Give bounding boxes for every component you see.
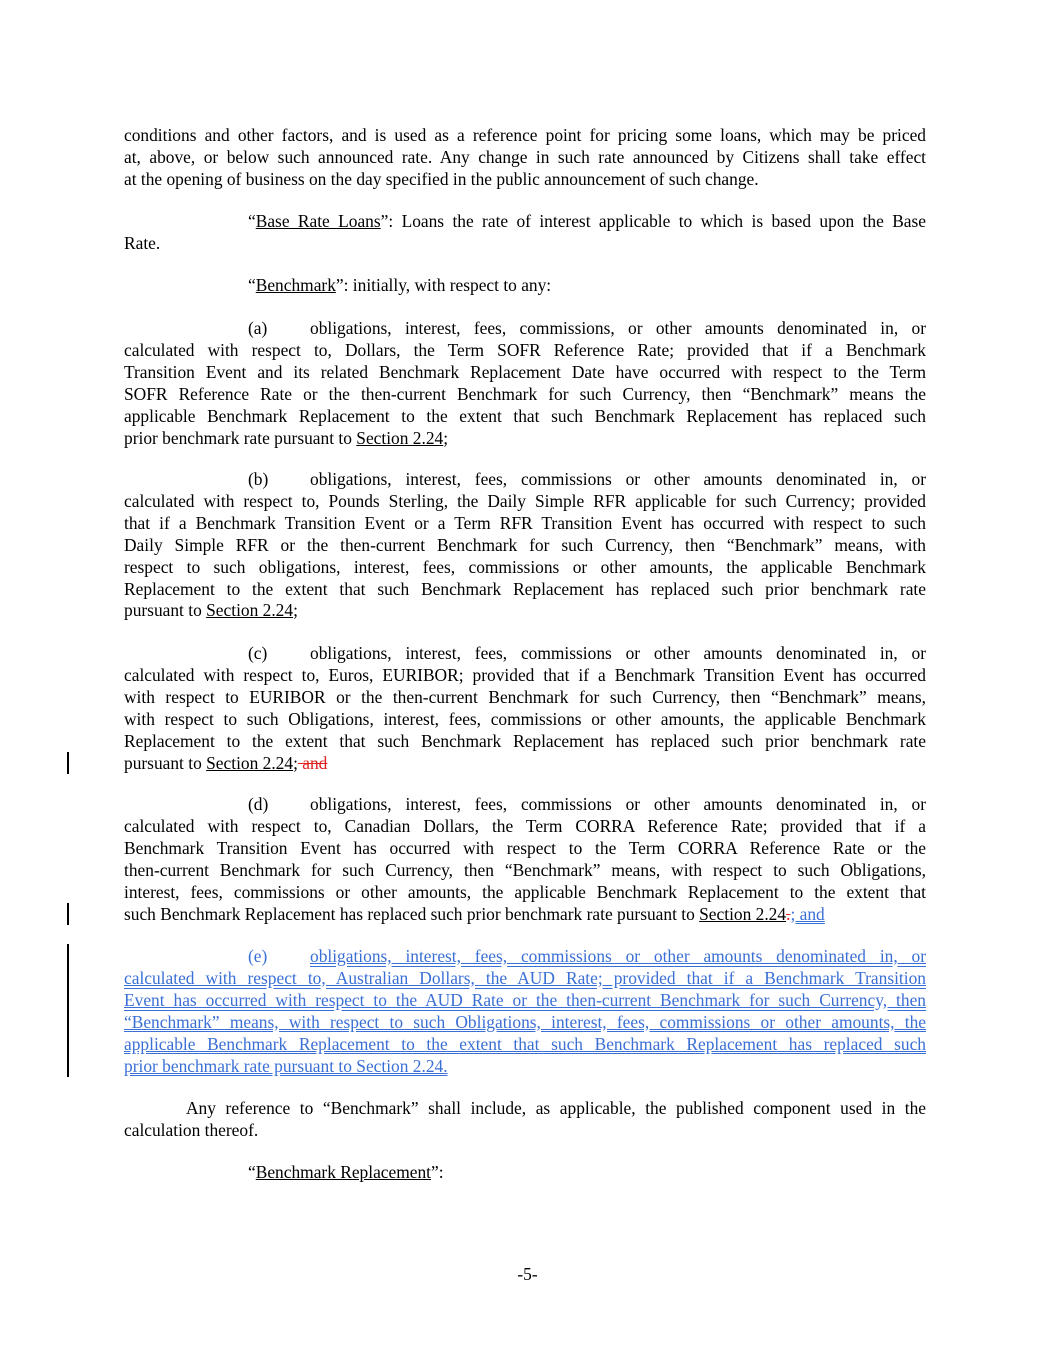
clause-label: (c) bbox=[248, 643, 268, 663]
text-line: applicable Benchmark Replacement to the extent that such Benchmark Replacement has replaced such bbox=[124, 1033, 926, 1054]
text-line: at the opening of business on the day specified in the public announcement of such change. bbox=[124, 168, 759, 189]
section-reference: Section 2.24 bbox=[206, 752, 294, 773]
page-number: -5- bbox=[517, 1264, 538, 1284]
text-line: calculation thereof. bbox=[124, 1119, 259, 1140]
clause-label: (b) bbox=[248, 469, 269, 489]
text-line: Replacement to the extent that such Benchmark Replacement has replaced such prior benchmark rate bbox=[124, 578, 926, 599]
defined-term: Benchmark bbox=[255, 275, 336, 295]
text-line: calculated with respect to, Pounds Sterling, the Daily Simple RFR applicable for such Currency; provided bbox=[124, 490, 926, 511]
text-line: Transition Event and its related Benchmark Replacement Date have occurred with respect to the Term bbox=[124, 361, 926, 382]
section-reference: Section 2.24 bbox=[356, 427, 444, 448]
clause-label: (e) bbox=[248, 946, 268, 966]
text-line: then-current Benchmark for such Currency, then “Benchmark” means, with respect to such Obligations, bbox=[124, 859, 926, 880]
clause-e-inserted: (e) obligations, interest, fees, commissions or other amounts denominated in, or calculated with respect to, Australian Dollars, the AUD Rate; provided that if a Benchmark Transition Event has occurred with respect to the AUD Rate or the then-current Benchmark for such Currency, then “Benchmark” means, with respect to such Obligations, interest, fees, commissions or other amounts, the applicable Benchmark Replacement to the extent that such Benchmark Replacement has replaced such prior benchmark rate pursuant to Section 2.24. bbox=[124, 946, 926, 1076]
clause-d: (d) obligations, interest, fees, commissions or other amounts denominated in, or calculated with respect to, Canadian Dollars, the Term CORRA Reference Rate; provided that if a Benchmark Transition Event has occurred with respect to the Term CORRA Reference Rate or the then-current Benchmark for such Currency, then “Benchmark” means, with respect to such Obligations, interest, fees, commissions or other amounts, the applicable Benchmark Replacement to the extent that such Benchmark Replacement has replaced such prior benchmark rate pursuant to Section 2.24.; and bbox=[124, 794, 926, 924]
change-bar bbox=[67, 752, 69, 774]
definition-benchmark-replacement: “Benchmark Replacement”: bbox=[248, 1162, 444, 1182]
clause-b: (b) obligations, interest, fees, commissions or other amounts denominated in, or calculated with respect to, Pounds Sterling, the Daily Simple RFR applicable for such Currency; provided that if a Benchmark Transition Event or a Term RFR Transition Event has occurred with respect to such Daily Simple RFR or the then-current Benchmark for such Currency, then “Benchmark” means, with respect to such obligations, interest, fees, commissions or other amounts, the applicable Benchmark Replacement to the extent that such Benchmark Replacement has replaced such prior benchmark rate pursuant to Section 2.24; bbox=[124, 469, 926, 621]
text-line: with respect to EURIBOR or the then-current Benchmark for such Currency, then “Benchmark” means, bbox=[124, 686, 926, 707]
section-reference: Section 2.24 bbox=[699, 903, 787, 924]
definition-benchmark: “Benchmark”: initially, with respect to any: bbox=[248, 275, 552, 295]
text-line: SOFR Reference Rate or the then-current Benchmark for such Currency, then “Benchmark” means the bbox=[124, 383, 926, 404]
text-line: respect to such obligations, interest, fees, commissions or other amounts, the applicable Benchmark bbox=[124, 556, 926, 577]
text-line: conditions and other factors, and is used as a reference point for pricing some loans, which may be priced bbox=[124, 125, 926, 145]
section-reference: Section 2.24 bbox=[206, 600, 294, 621]
text-line: with respect to such Obligations, interest, fees, commissions or other amounts, the applicable Benchmark bbox=[124, 708, 926, 729]
text-line: at, above, or below such announced rate. Any change in such rate announced by Citizens shall take effect bbox=[124, 146, 926, 167]
any-reference-paragraph: Any reference to “Benchmark” shall include, as applicable, the published component used in the calculation thereof. bbox=[124, 1098, 926, 1140]
definition-base-rate-loans: “Base Rate Loans”: Loans the rate of interest applicable to which is based upon the Base Rate. bbox=[124, 211, 927, 253]
text-line: prior benchmark rate pursuant to Section 2.24. bbox=[124, 1055, 448, 1076]
clause-label: (d) bbox=[248, 794, 269, 814]
text-line: calculated with respect to, Canadian Dollars, the Term CORRA Reference Rate; provided that if a bbox=[124, 815, 926, 836]
text-line: applicable Benchmark Replacement to the extent that such Benchmark Replacement has replaced such bbox=[124, 405, 926, 426]
text-line: calculated with respect to, Australian Dollars, the AUD Rate; provided that if a Benchmark Transition bbox=[124, 967, 926, 988]
clause-a: (a) obligations, interest, fees, commissions, or other amounts denominated in, or calculated with respect to, Dollars, the Term SOFR Reference Rate; provided that if a Benchmark Transition Event and its related Benchmark Replacement Date have occurred with respect to the Term SOFR Reference Rate or the then-current Benchmark for such Currency, then “Benchmark” means the applicable Benchmark Replacement to the extent that such Benchmark Replacement has replaced such prior benchmark rate pursuant to Section 2.24; bbox=[124, 318, 926, 448]
clause-label: (a) bbox=[248, 318, 268, 338]
defined-term: Base Rate Loans bbox=[255, 211, 381, 231]
text-line: Benchmark Transition Event has occurred with respect to the Term CORRA Reference Rate or the bbox=[124, 837, 926, 858]
text-line: Daily Simple RFR or the then-current Benchmark for such Currency, then “Benchmark” means, with bbox=[124, 534, 926, 555]
deleted-text: and bbox=[297, 752, 328, 773]
text-line: calculated with respect to, Euros, EURIBOR; provided that if a Benchmark Transition Event has occurred bbox=[124, 664, 926, 685]
text-line: Rate. bbox=[124, 232, 161, 253]
defined-term: Benchmark Replacement bbox=[255, 1162, 432, 1182]
text-line: Event has occurred with respect to the AUD Rate or the then-current Benchmark for such Currency, then bbox=[124, 989, 926, 1010]
text-line: Replacement to the extent that such Benchmark Replacement has replaced such prior benchmark rate bbox=[124, 730, 926, 751]
inserted-text: ; and bbox=[790, 903, 825, 924]
intro-paragraph bbox=[124, 125, 926, 191]
text-line: calculated with respect to, Dollars, the Term SOFR Reference Rate; provided that if a Benchmark bbox=[124, 339, 926, 360]
text-line: interest, fees, commissions or other amounts, the applicable Benchmark Replacement to the extent that bbox=[124, 881, 926, 902]
deleted-text: . bbox=[786, 903, 791, 924]
change-bar bbox=[67, 903, 69, 925]
clause-c: (c) obligations, interest, fees, commissions or other amounts denominated in, or calculated with respect to, Euros, EURIBOR; provided that if a Benchmark Transition Event has occurred with respect to EURIBOR or the then-current Benchmark for such Currency, then “Benchmark” means, with respect to such Obligations, interest, fees, commissions or other amounts, the applicable Benchmark Replacement to the extent that such Benchmark Replacement has replaced such prior benchmark rate pursuant to Section 2.24; and bbox=[124, 643, 926, 773]
change-bar bbox=[67, 944, 69, 1077]
text-line: “Benchmark” means, with respect to such Obligations, interest, fees, commissions or other amounts, the bbox=[124, 1011, 926, 1032]
text-line: that if a Benchmark Transition Event or a Term RFR Transition Event has occurred with respect to such bbox=[124, 512, 926, 533]
